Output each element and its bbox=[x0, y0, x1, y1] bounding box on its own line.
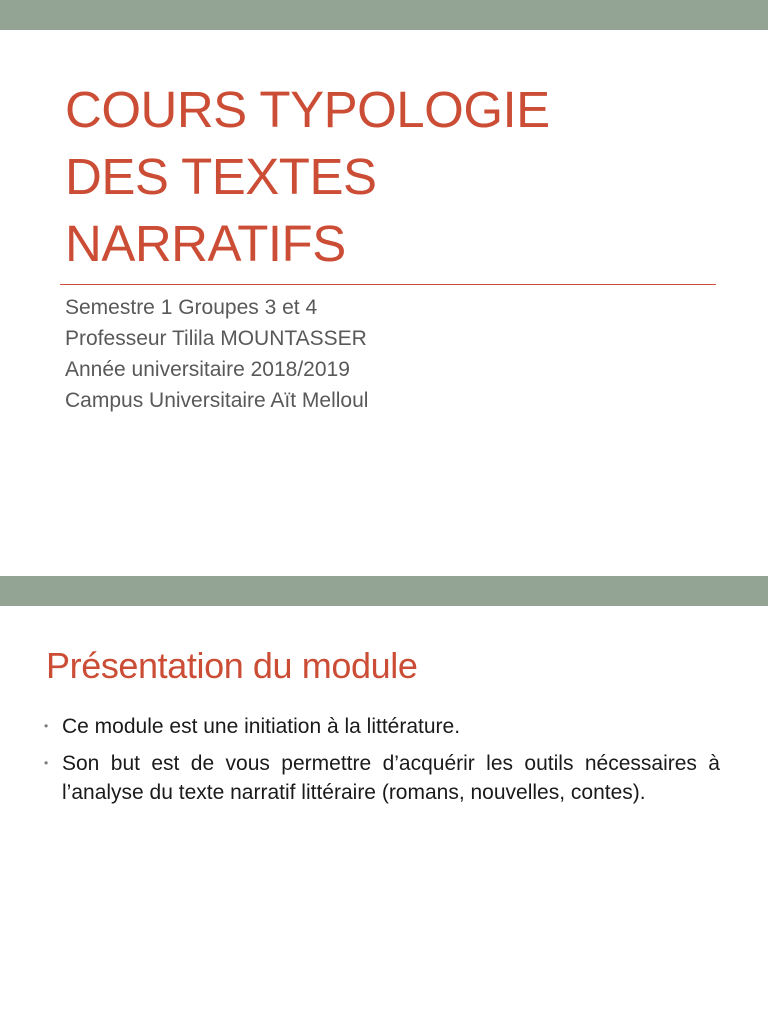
subtitle-professor: Professeur Tilila MOUNTASSER bbox=[65, 327, 367, 350]
slide-subtitle bbox=[65, 292, 705, 416]
list-item bbox=[44, 749, 720, 807]
slide-title bbox=[65, 76, 705, 277]
slide-heading: Présentation du module bbox=[46, 645, 418, 686]
title-line: DES TEXTES bbox=[65, 148, 377, 205]
bullet-list bbox=[44, 712, 720, 815]
bullet-marker: • bbox=[44, 756, 49, 770]
title-line: NARRATIFS bbox=[65, 215, 346, 272]
title-divider bbox=[60, 284, 716, 285]
slide-top-bar bbox=[0, 576, 768, 606]
subtitle-campus: Campus Universitaire Aït Melloul bbox=[65, 389, 369, 412]
content-slide bbox=[0, 576, 768, 1024]
bullet-text: Son but est de vous permettre d’acquérir les outils nécessaires à l’analyse du texte narratif littéraire (romans, nouvelles, contes). bbox=[62, 752, 720, 804]
list-item bbox=[44, 712, 720, 741]
slide-top-bar bbox=[0, 0, 768, 30]
subtitle-academic-year: Année universitaire 2018/2019 bbox=[65, 358, 350, 381]
subtitle-semester: Semestre 1 Groupes 3 et 4 bbox=[65, 296, 318, 319]
title-line: COURS TYPOLOGIE bbox=[65, 81, 550, 138]
bullet-marker: • bbox=[44, 719, 49, 733]
bullet-text: Ce module est une initiation à la littérature. bbox=[62, 715, 461, 738]
